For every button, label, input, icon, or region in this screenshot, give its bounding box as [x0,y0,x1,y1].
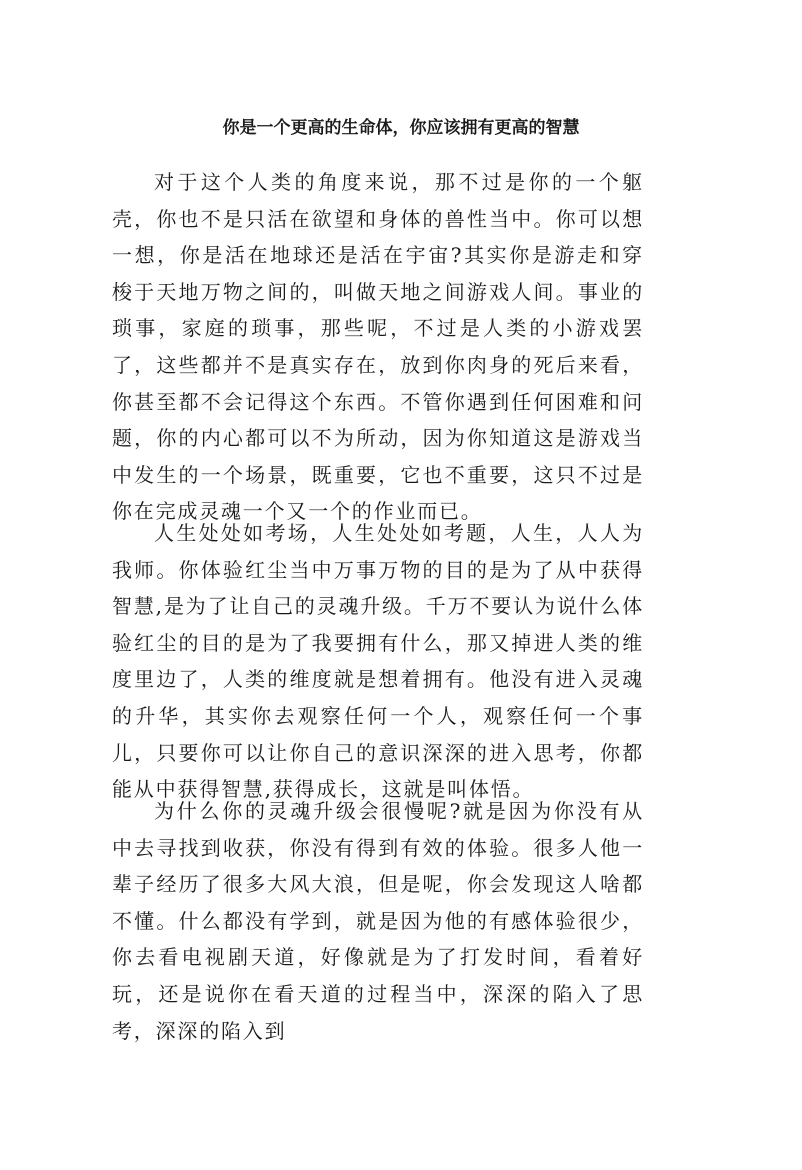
paragraph-2: 人生处处如考场，人生处处如考题，人生，人人为我师。你体验红尘当中万事万物的目的是为了从中获得智慧,是为了让自己的灵魂升级。千万不要认为说什么体验红尘的目的是为了我要拥有什么，那又掉进人类的维度里边了，人类的维度就是想着拥有。他没有进入灵魂的升华，其实你去观察任何一个人，观察任何一个事儿，只要你可以让你自己的意识深深的进入思考，你都能从中获得智慧,获得成长，这就是叫体悟。 [112,521,644,802]
paragraph-1: 对于这个人类的角度来说，那不过是你的一个躯壳，你也不是只活在欲望和身体的兽性当中。你可以想一想，你是活在地球还是活在宇宙?其实你是游走和穿梭于天地万物之间的，叫做天地之间游戏人间。事业的琐事，家庭的琐事，那些呢，不过是人类的小游戏罢了，这些都并不是真实存在，放到你肉身的死后来看，你甚至都不会记得这个东西。不管你遇到任何困难和问题，你的内心都可以不为所动，因为你知道这是游戏当中发生的一个场景，既重要，它也不重要，这只不过是你在完成灵魂一个又一个的作业而已。 [112,170,644,524]
paragraph-3: 为什么你的灵魂升级会很慢呢?就是因为你没有从中去寻找到收获，你没有得到有效的体验。很多人他一辈子经历了很多大风大浪，但是呢，你会发现这人啥都不懂。什么都没有学到，就是因为他的有感体验很少，你去看电视剧天道，好像就是为了打发时间，看着好玩，还是说你在看天道的过程当中，深深的陷入了思考，深深的陷入到 [112,799,644,1043]
document-title: 你是一个更高的生命体，你应该拥有更高的智慧 [222,118,580,138]
